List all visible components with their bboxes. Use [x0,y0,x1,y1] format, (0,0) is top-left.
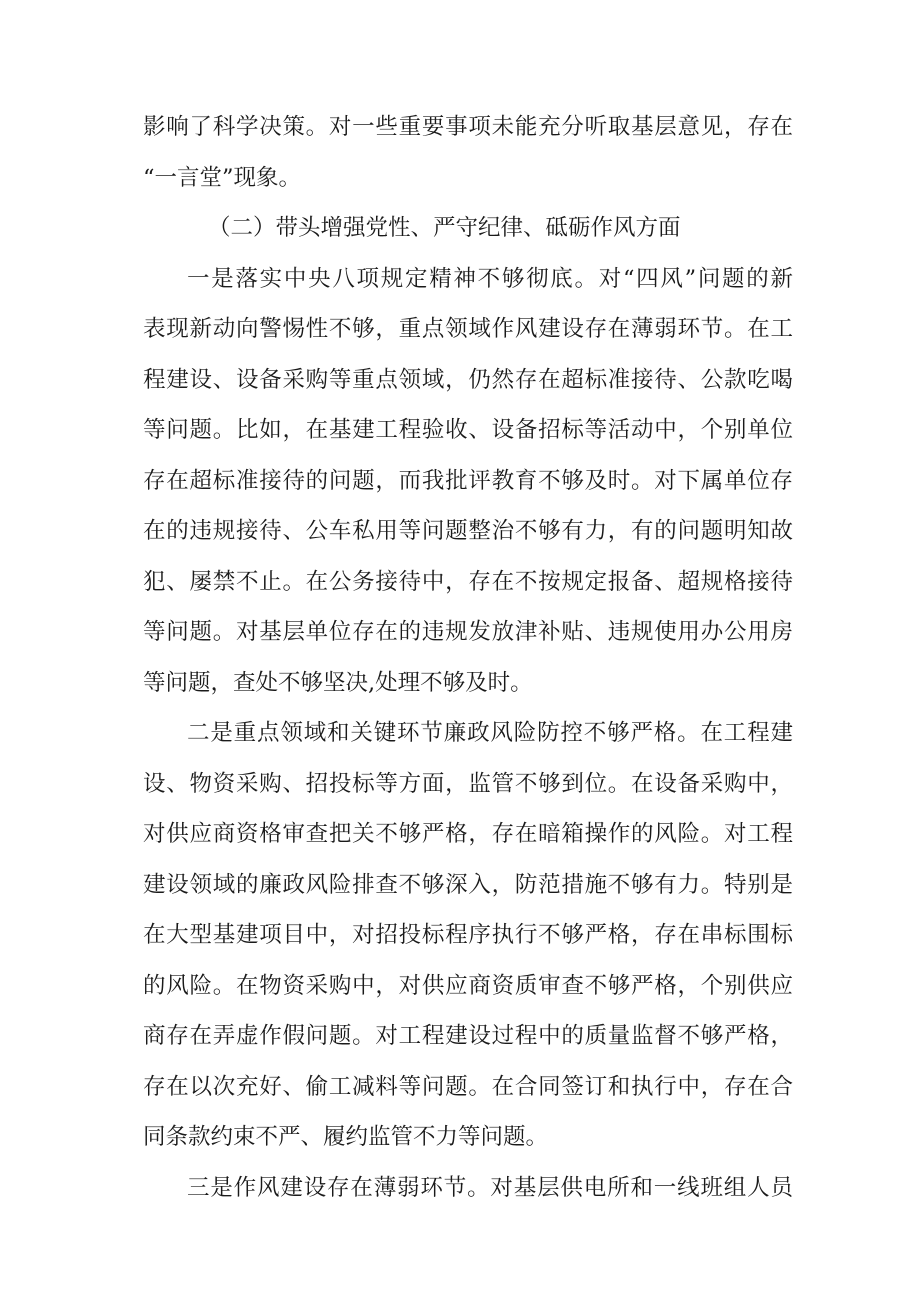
paragraph-1-line-4: 等问题。比如，在基建工程验收、设备招标等活动中，个别单位 [143,417,793,443]
paragraph-2-line-9: 同条款约束不严、履约监管不力等问题。 [143,1124,549,1150]
paragraph-1-line-3: 程建设、设备采购等重点领域，仍然存在超标准接待、公款吃喝 [143,367,793,393]
paragraph-1-line-7: 犯、屡禁不止。在公务接待中，存在不按规定报备、超规格接待 [143,569,793,595]
paragraph-1-line-1: 一是落实中央八项规定精神不够彻底。对“四风”问题的新 [187,266,793,292]
paragraph-2-line-1: 二是重点领域和关键环节廉政风险防控不够严格。在工程建 [187,720,793,746]
paragraph-2-line-2: 设、物资采购、招投标等方面，监管不够到位。在设备采购中， [143,771,793,797]
paragraph-2-line-6: 的风险。在物资采购中，对供应商资质审查不够严格，个别供应 [143,973,793,999]
paragraph-3-line-1: 三是作风建设存在薄弱环节。对基层供电所和一线班组人员 [187,1175,793,1201]
paragraph-1-line-5: 存在超标准接待的问题，而我批评教育不够及时。对下属单位存 [143,468,793,494]
paragraph-2-line-4: 建设领域的廉政风险排查不够深入，防范措施不够有力。特别是 [143,872,793,898]
paragraph-2-line-3: 对供应商资格审查把关不够严格，存在暗箱操作的风险。对工程 [143,821,793,847]
paragraph-1-line-6: 在的违规接待、公车私用等问题整治不够有力，有的问题明知故 [143,518,793,544]
paragraph-1-line-8: 等问题。对基层单位存在的违规发放津补贴、违规使用办公用房 [143,619,793,645]
paragraph-2-line-7: 商存在弄虚作假问题。对工程建设过程中的质量监督不够严格， [143,1023,793,1049]
intro-line-1: 影响了科学决策。对一些重要事项未能充分听取基层意见，存在 [143,114,793,140]
intro-line-2: “一言堂”现象。 [143,165,302,191]
section-heading: （二）带头增强党性、严守纪律、砥砺作风方面 [208,215,681,241]
paragraph-1-line-9: 等问题，查处不够坚决,处理不够及时。 [143,670,533,696]
paragraph-2-line-8: 存在以次充好、偷工减料等问题。在合同签订和执行中，存在合 [143,1074,793,1100]
paragraph-2-line-5: 在大型基建项目中，对招投标程序执行不够严格，存在串标围标 [143,922,793,948]
paragraph-1-line-2: 表现新动向警惕性不够，重点领域作风建设存在薄弱环节。在工 [143,316,793,342]
